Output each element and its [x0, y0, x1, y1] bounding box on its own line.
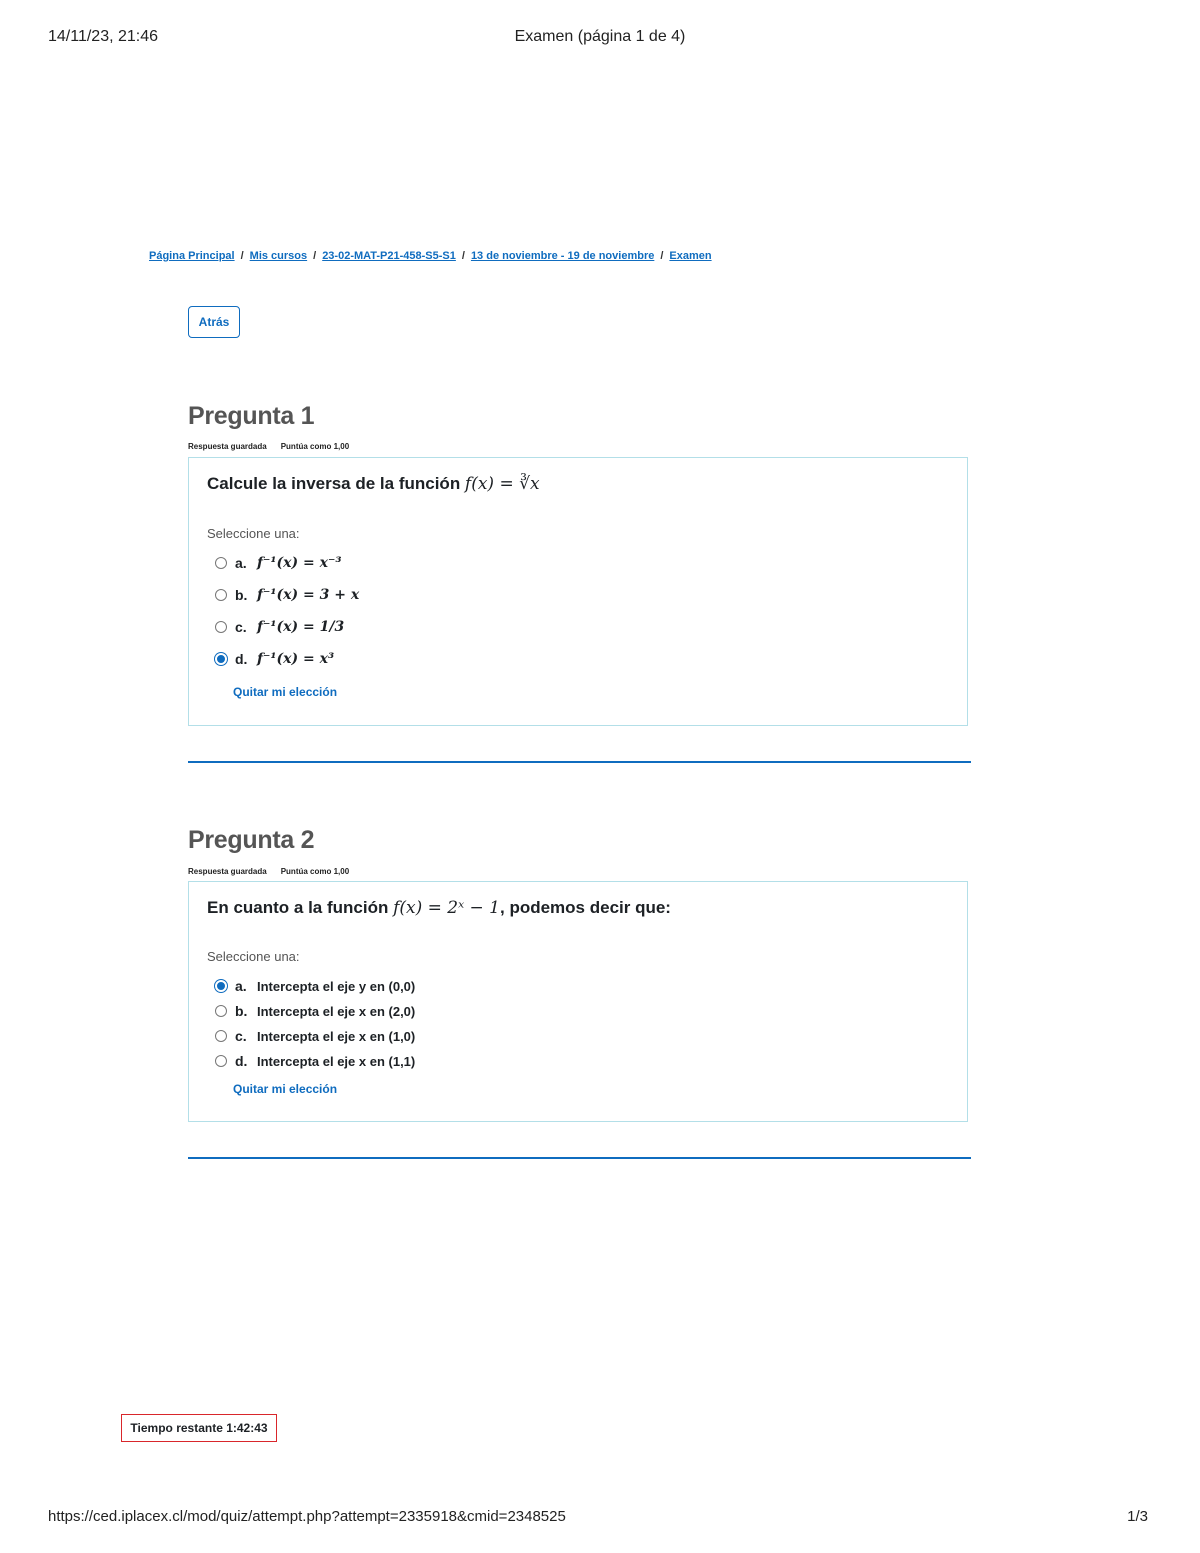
- print-url: https://ced.iplacex.cl/mod/quiz/attempt.php?attempt=2335918&cmid=2348525: [48, 1508, 566, 1525]
- question-2-text-prefix: En cuanto a la función: [207, 898, 394, 917]
- breadcrumb-my-courses[interactable]: Mis cursos: [249, 250, 308, 262]
- print-page-number: 1/3: [1127, 1508, 1148, 1525]
- question-1-option-c[interactable]: [215, 619, 344, 635]
- breadcrumb-home[interactable]: Página Principal: [149, 250, 235, 262]
- option-text: f⁻¹(x) = 3 + x: [257, 587, 360, 603]
- question-2-option-d[interactable]: [215, 1053, 415, 1069]
- question-1-clear-choice-link[interactable]: Quitar mi elección: [233, 685, 338, 699]
- question-2-text-suffix: , podemos decir que:: [500, 898, 671, 917]
- question-1-option-a[interactable]: [215, 555, 342, 571]
- breadcrumb-separator: /: [461, 250, 465, 262]
- breadcrumb: [149, 250, 712, 262]
- option-text: f⁻¹(x) = 1/3: [257, 619, 345, 635]
- radio-checked[interactable]: [215, 980, 227, 992]
- question-2-option-c[interactable]: [215, 1028, 415, 1044]
- option-text: f⁻¹(x) = x⁻³: [257, 555, 342, 571]
- question-divider: [188, 1157, 971, 1159]
- option-letter: a.: [235, 978, 247, 994]
- question-divider: [188, 761, 971, 763]
- question-2-box: [188, 881, 968, 1122]
- option-letter: d.: [235, 651, 248, 667]
- option-text: f⁻¹(x) = x³: [257, 651, 335, 667]
- question-2-option-b[interactable]: [215, 1003, 415, 1019]
- radio-unchecked[interactable]: [215, 1055, 227, 1067]
- option-text: Intercepta el eje x en (1,1): [257, 1053, 416, 1069]
- question-1-text: [207, 474, 540, 494]
- option-letter: c.: [235, 619, 247, 635]
- radio-unchecked[interactable]: [215, 621, 227, 633]
- option-text: Intercepta el eje x en (2,0): [257, 1003, 416, 1019]
- print-page-title: Examen (página 1 de 4): [514, 28, 686, 45]
- breadcrumb-course[interactable]: 23-02-MAT-P21-458-S5-S1: [322, 250, 456, 262]
- breadcrumb-separator: /: [240, 250, 244, 262]
- question-2-option-a[interactable]: [215, 978, 415, 994]
- question-1-option-d[interactable]: [215, 651, 334, 667]
- option-letter: a.: [235, 555, 247, 571]
- back-button[interactable]: Atrás: [188, 306, 240, 338]
- option-letter: b.: [235, 1003, 248, 1019]
- time-remaining-timer: Tiempo restante 1:42:43: [121, 1414, 277, 1442]
- breadcrumb-week[interactable]: 13 de noviembre - 19 de noviembre: [470, 250, 655, 262]
- question-1-meta: [188, 442, 349, 451]
- radio-unchecked[interactable]: [215, 1005, 227, 1017]
- question-2-formula: f(x) = 2ˣ − 1: [393, 898, 500, 918]
- question-1-option-b[interactable]: [215, 587, 359, 603]
- question-1-select-label: Seleccione una:: [207, 526, 300, 541]
- question-1-title: Pregunta 1: [188, 402, 315, 430]
- option-letter: b.: [235, 587, 248, 603]
- question-2-clear-choice-link[interactable]: Quitar mi elección: [233, 1082, 338, 1096]
- question-1-status: Respuesta guardada: [188, 442, 267, 451]
- question-1-box: [188, 457, 968, 726]
- option-letter: c.: [235, 1028, 247, 1044]
- question-2-score: Puntúa como 1,00: [280, 867, 350, 876]
- question-2-title: Pregunta 2: [188, 826, 315, 854]
- question-2-text: [207, 898, 671, 918]
- radio-unchecked[interactable]: [215, 1030, 227, 1042]
- radio-checked[interactable]: [215, 653, 227, 665]
- radio-unchecked[interactable]: [215, 557, 227, 569]
- question-1-score: Puntúa como 1,00: [280, 442, 350, 451]
- radio-unchecked[interactable]: [215, 589, 227, 601]
- option-text: Intercepta el eje y en (0,0): [257, 978, 416, 994]
- question-1-formula: f(x) = ∛x: [464, 474, 540, 494]
- breadcrumb-exam[interactable]: Examen: [669, 250, 712, 262]
- print-date: 14/11/23, 21:46: [48, 28, 159, 45]
- breadcrumb-separator: /: [660, 250, 664, 262]
- question-2-status: Respuesta guardada: [188, 867, 267, 876]
- breadcrumb-separator: /: [313, 250, 317, 262]
- option-letter: d.: [235, 1053, 248, 1069]
- question-2-select-label: Seleccione una:: [207, 949, 300, 964]
- question-1-text-prefix: Calcule la inversa de la función: [207, 474, 465, 493]
- option-text: Intercepta el eje x en (1,0): [257, 1028, 416, 1044]
- question-2-meta: [188, 867, 349, 876]
